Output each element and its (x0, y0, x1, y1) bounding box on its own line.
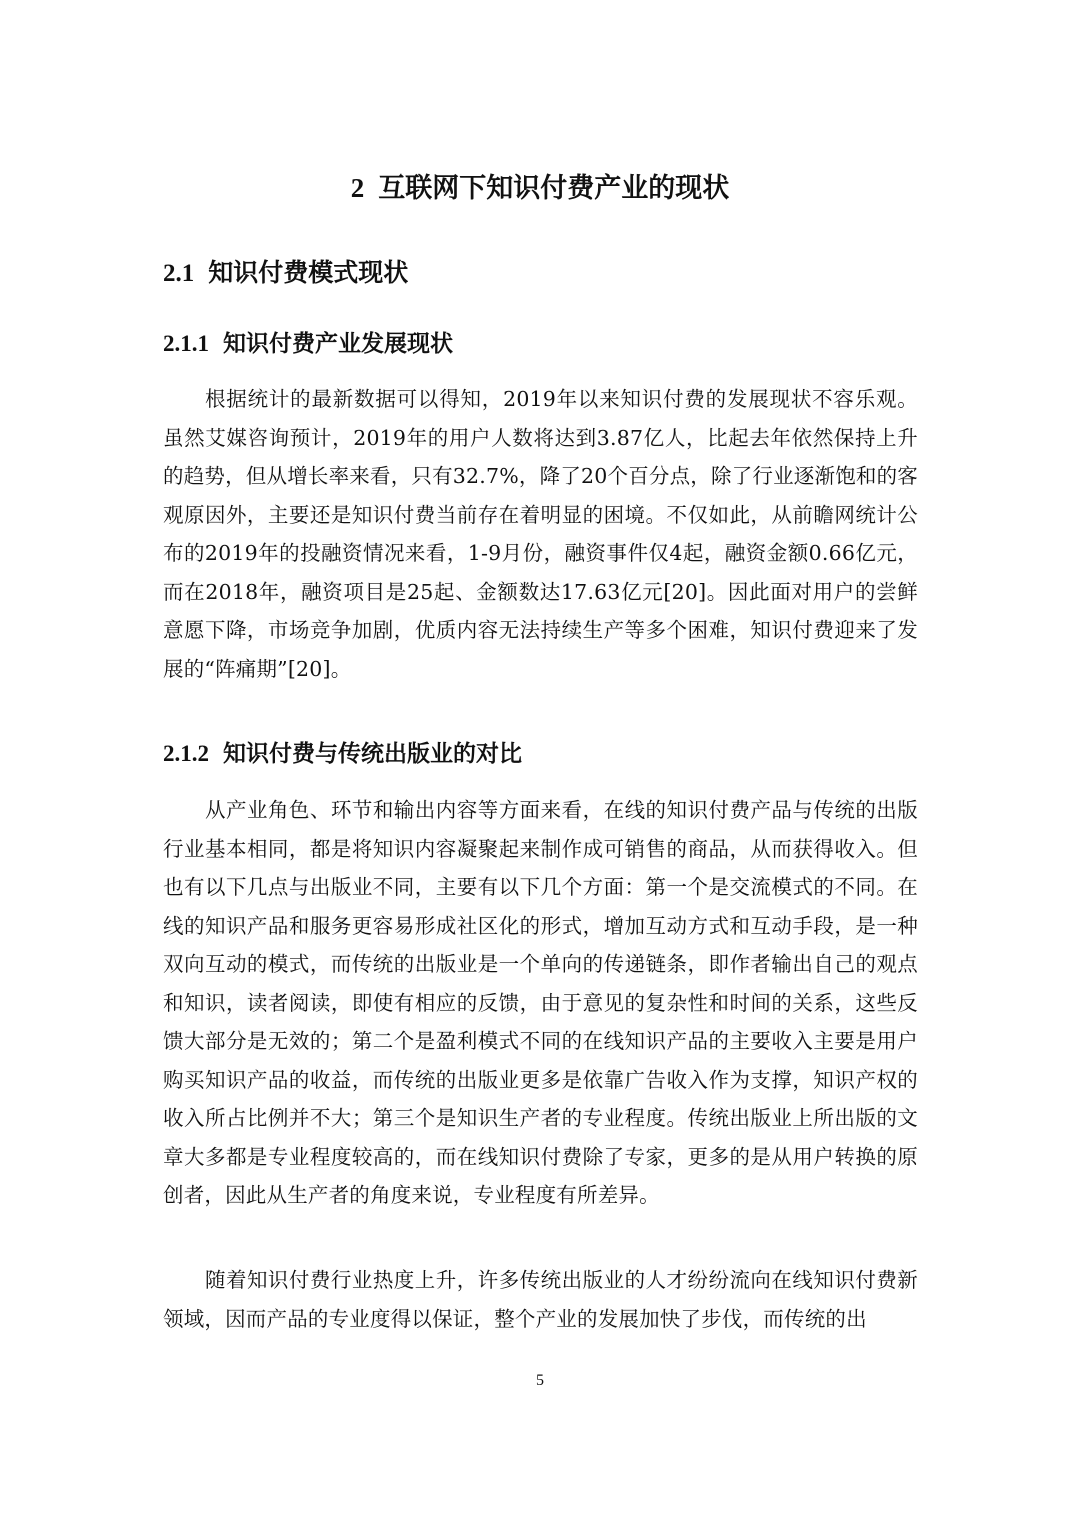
section-heading-2-1-2 (163, 736, 522, 772)
chapter-title (0, 168, 1080, 209)
subsection-number: 2.1.2 (163, 741, 209, 766)
chapter-title-text: 互联网下知识付费产业的现状 (378, 173, 730, 204)
chapter-number: 2 (350, 173, 365, 203)
section-number: 2.1 (163, 260, 195, 287)
paragraph-2-1-2-a: 从产业角色、环节和输出内容等方面来看，在线的知识付费产品与传统的出版行业基本相同，都是将知识内容凝聚起来制作成可销售的商品，从而获得收入。但也有以下几点与出版业不同，主要有以下几个方面：第一个是交流模式的不同。在线的知识产品和服务更容易形成社区化的形式，增加互动方式和互动手段，是一种双向互动的模式，而传统的出版业是一个单向的传递链条，即作者输出自己的观点和知识，读者阅读，即使有相应的反馈，由于意见的复杂性和时间的关系，这些反馈大部分是无效的；第二个是盈利模式不同的在线知识产品的主要收入主要是用户购买知识产品的收益，而传统的出版业更多是依靠广告收入作为支撑，知识产权的收入所占比例并不大；第三个是知识生产者的专业程度。传统出版业上所出版的文章大多都是专业程度较高的，而在线知识付费除了专家，更多的是从用户转换的原创者，因此从生产者的角度来说，专业程度有所差异。 (163, 798, 918, 1207)
subsection-number: 2.1.1 (163, 331, 209, 356)
subsection-title: 知识付费与传统出版业的对比 (223, 741, 522, 767)
section-heading-2-1-1 (163, 326, 453, 362)
section-heading-2-1 (163, 254, 408, 293)
page-number: 5 (536, 1372, 544, 1389)
subsection-title: 知识付费产业发展现状 (223, 331, 453, 357)
paragraph-2-1-1: 根据统计的最新数据可以得知，2019年以来知识付费的发展现状不容乐观。虽然艾媒咨询预计，2019年的用户人数将达到3.87亿人，比起去年依然保持上升的趋势，但从增长率来看，只有32.7%，降了20个百分点，除了行业逐渐饱和的客观原因外，主要还是知识付费当前存在着明显的困境。不仅如此，从前瞻网统计公布的2019年的投融资情况来看，1-9月份，融资事件仅4起，融资金额0.66亿元，而在2018年，融资项目是25起、金额数达17.63亿元[20]。因此面对用户的尝鲜意愿下降，市场竞争加剧，优质内容无法持续生产等多个困难，知识付费迎来了发展的“阵痛期”[20]。 (163, 387, 919, 681)
paragraph-2-1-2-b: 随着知识付费行业热度上升，许多传统出版业的人才纷纷流向在线知识付费新领域，因而产品的专业度得以保证，整个产业的发展加快了步伐，而传统的出 (163, 1268, 918, 1331)
section-title: 知识付费模式现状 (208, 258, 409, 287)
